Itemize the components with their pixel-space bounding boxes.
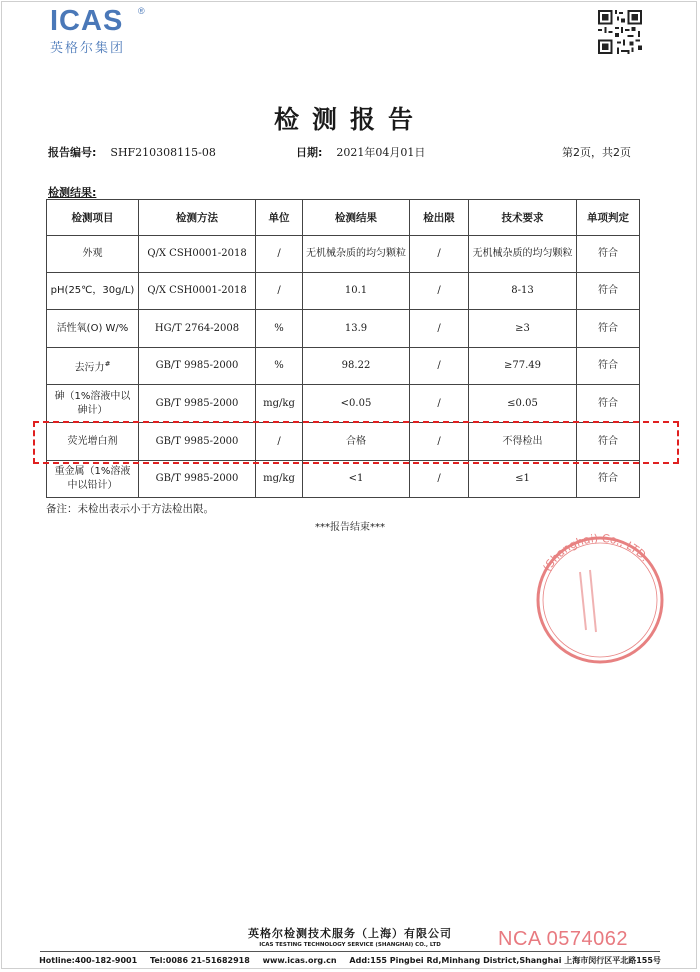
requirement-cell: ≤1 (469, 461, 577, 498)
result-cell: 13.9 (303, 310, 410, 348)
judgement-cell: 符合 (577, 236, 640, 273)
column-header: 单项判定 (577, 200, 640, 236)
report-end-marker: ***报告结束*** (315, 522, 385, 533)
page-indicator: 第2页，共2页 (562, 146, 631, 159)
requirement-cell: 8-13 (469, 273, 577, 310)
judgement-cell: 符合 (577, 423, 640, 461)
method-cell: GB/T 9985-2000 (139, 385, 256, 423)
item-cell: 荧光增白剂 (47, 423, 139, 461)
result-cell: 无机械杂质的均匀颗粒 (303, 236, 410, 273)
results-title: 检测结果: (48, 186, 97, 199)
column-header: 检测方法 (139, 200, 256, 236)
table-header-row (47, 200, 640, 236)
judgement-cell: 符合 (577, 273, 640, 310)
qr-code-icon (598, 10, 642, 54)
unit-cell: % (256, 348, 303, 385)
column-header: 检测结果 (303, 200, 410, 236)
footer-contact (0, 955, 700, 966)
table-row (47, 461, 640, 498)
judgement-cell: 符合 (577, 310, 640, 348)
svg-text:(Shanghai) Co., LTD. (541, 532, 652, 574)
unit-cell: % (256, 310, 303, 348)
table-row (47, 385, 640, 423)
report-number-value: SHF210308115-08 (110, 146, 216, 159)
footer-company-en: ICAS TESTING TECHNOLOGY SERVICE (SHANGHAI) CO., LTD (259, 942, 441, 948)
result-cell: <0.05 (303, 385, 410, 423)
footer-address: Add:155 Pingbei Rd,Minhang District,Shanghai 上海市闵行区平北路155号 (349, 956, 661, 965)
method-cell: Q/X CSH0001-2018 (139, 273, 256, 310)
item-cell: 活性氧(O) W/% (47, 310, 139, 348)
column-header: 单位 (256, 200, 303, 236)
result-cell: <1 (303, 461, 410, 498)
item-text: 去污力 (74, 362, 105, 374)
requirement-cell: 不得检出 (469, 423, 577, 461)
report-date (296, 144, 425, 160)
footer-hotline: Hotline:400-182-9001 (39, 956, 138, 965)
item-cell: 砷（1%溶液中以砷计） (47, 385, 139, 423)
method-cell: HG/T 2764-2008 (139, 310, 256, 348)
logo-chinese-name: 英格尔集团 (50, 41, 126, 56)
limit-cell: / (410, 273, 469, 310)
report-number-label: 报告编号: (48, 146, 97, 159)
serial-number: NCA 0574062 (498, 928, 629, 950)
result-cell: 合格 (303, 423, 410, 461)
company-stamp-icon (508, 520, 668, 680)
footer-divider (40, 951, 660, 952)
unit-cell: mg/kg (256, 385, 303, 423)
judgement-cell: 符合 (577, 461, 640, 498)
method-cell: GB/T 9985-2000 (139, 461, 256, 498)
report-date-value: 2021年04月01日 (336, 146, 426, 159)
item-cell: 外观 (47, 236, 139, 273)
table-row (47, 310, 640, 348)
method-cell: GB/T 9985-2000 (139, 423, 256, 461)
requirement-cell: ≥3 (469, 310, 577, 348)
result-cell: 98.22 (303, 348, 410, 385)
footer-website: www.icas.org.cn (262, 956, 337, 965)
unit-cell: mg/kg (256, 461, 303, 498)
limit-cell: / (410, 236, 469, 273)
limit-cell: / (410, 348, 469, 385)
table-row (47, 273, 640, 310)
method-cell: Q/X CSH0001-2018 (139, 236, 256, 273)
table-row (47, 348, 640, 385)
column-header: 技术要求 (469, 200, 577, 236)
item-cell (47, 348, 139, 385)
column-header: 检出限 (410, 200, 469, 236)
footnote-mark: # (104, 359, 111, 368)
column-header: 检测项目 (47, 200, 139, 236)
footer-company-cn: 英格尔检测技术服务（上海）有限公司 (248, 927, 452, 940)
stamp-text: (Shanghai) Co., LTD. (540, 531, 652, 574)
unit-cell: / (256, 273, 303, 310)
item-cell: 重金属（1%溶液中以铅计） (47, 461, 139, 498)
judgement-cell: 符合 (577, 385, 640, 423)
limit-cell: / (410, 423, 469, 461)
limit-cell: / (410, 385, 469, 423)
requirement-cell: ≤0.05 (469, 385, 577, 423)
judgement-cell: 符合 (577, 348, 640, 385)
method-cell: GB/T 9985-2000 (139, 348, 256, 385)
highlight-box (33, 421, 679, 464)
limit-cell: / (410, 310, 469, 348)
result-cell: 10.1 (303, 273, 410, 310)
unit-cell: / (256, 236, 303, 273)
report-date-label: 日期: (296, 146, 323, 159)
remark-note: 备注：未检出表示小于方法检出限。 (46, 503, 214, 515)
footer-tel: Tel:0086 21-51682918 (149, 956, 250, 965)
table-row (47, 236, 640, 273)
registered-mark: ® (138, 6, 145, 16)
icas-logo (50, 6, 150, 56)
requirement-cell: ≥77.49 (469, 348, 577, 385)
requirement-cell: 无机械杂质的均匀颗粒 (469, 236, 577, 273)
report-number (48, 144, 216, 160)
unit-cell: / (256, 423, 303, 461)
logo-wordmark: ICAS (50, 5, 124, 37)
limit-cell: / (410, 461, 469, 498)
document-title: 检测报告 (273, 105, 426, 134)
item-cell: pH(25℃，30g/L) (47, 273, 139, 310)
